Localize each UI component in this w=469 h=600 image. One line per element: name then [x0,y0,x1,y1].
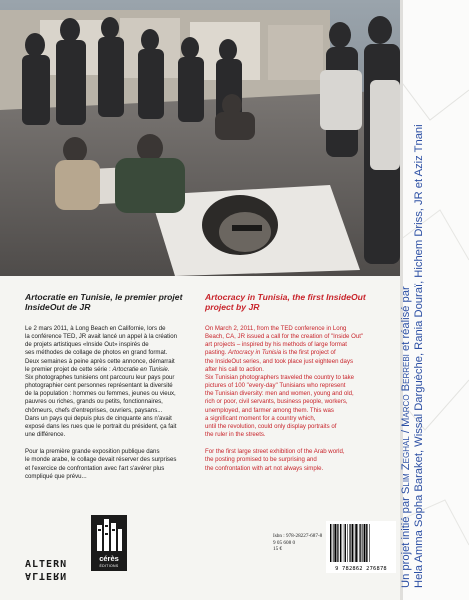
ceres-subtitle: ÉDITIONS [99,564,119,568]
barcode-digits: 9 782862 276878 [335,566,387,572]
fr-italic-title: Artocratie en Tunisie. [112,365,170,373]
fr-line: de la population : hommes ou femmes, jeunes ou vieux, [25,390,176,398]
en-line: Beach, CA, JR issued a call for the creation of "Inside Out" [205,333,364,341]
barcode-bar [359,524,360,562]
cover-photograph [0,0,400,276]
barcode-bar [350,524,351,562]
en-line: the Tunisian diversity: men and women, young and old, [205,390,354,398]
barcode-bar [338,524,339,562]
french-text-column [25,292,210,490]
fr-line: le monde arabe, le collage devait réserver des surprises [25,456,177,464]
en-line: rich or poor, civil servants, business people, workers, [205,398,348,406]
fr-line: et l'exercice de confrontation avec l'art s'avérer plus [25,464,165,472]
fr-line: Six photographes tunisiens ont parcouru leur pays pour [25,373,175,381]
credits-vertical-text [400,0,469,600]
en-line: is the first project of [281,349,336,357]
fr-line: la conférence TED, JR avait lancé un appel à la création [25,333,177,341]
en-line: pictures of 100 "every-day" Tunisians who represent [205,382,346,390]
altern-logo-reflection: ALTERN [25,570,68,581]
ceres-editions-logo [91,515,127,571]
fr-line: exposé dans les rues que le portrait du président, ça fait [25,422,177,430]
barcode-bar [369,524,370,562]
en-line: pasting. [205,349,229,357]
en-line: the posting promised to be surprising and [205,456,317,464]
ref-line: 9 05 608 0 [273,539,296,546]
fr-line: photographier cent personnes représentant la diversité [25,382,173,390]
barcode-bar [345,524,346,562]
barcode-bar [355,524,357,562]
fr-line: une différence. [25,431,66,439]
price-line: 15 € [273,546,283,553]
barcode-bar [360,524,361,562]
en-line: On March 2, 2011, from the TED conference in Long [205,325,347,332]
english-title: Artocracy in Tunisia, the first InsideOut project by JR [205,292,366,312]
barcode-bar [344,524,345,562]
en-line: unemployed, and farmer among them. This was [205,406,334,414]
en-line-with-italic [205,349,394,357]
fr-line: ses méthodes de collage de photos en grand format. [25,349,168,357]
fr-line: Pour la première grande exposition publique dans [25,448,160,456]
en-line: the confrontation with art not always simple. [205,464,324,472]
barcode-bar [337,524,338,562]
barcode-bar [334,524,336,562]
en-line: art projects – inspired by his methods of large format [205,341,347,349]
barcode-bar [367,524,368,562]
barcode-bar [366,524,367,562]
barcode-bar [352,524,353,562]
fr-line: Le 2 mars 2011, à Long Beach en Californie, lors de [25,325,166,332]
credits-line-2: Hela Amma Sopha Baraket, Wissal Darguèche, Rania Douraï, Hichem Driss, JR et Aziz Tnani [412,124,425,588]
fr-line: pauvres ou riches, grands ou petits, fonctionnaires, [25,398,163,406]
isbn-line: Isbn : 978-28227-687-8 [273,533,323,539]
credits-strip [400,0,469,600]
en-line: after his call to action. [205,365,264,373]
barcode-bar [332,524,333,562]
en-line: Six Tunisian photographers traveled the country to take [205,373,355,381]
english-text-column [205,292,394,482]
fr-line: Deux semaines à peine après cette annonce, démarrait [25,357,175,365]
isbn-info [273,533,322,553]
ceres-name: cérès [99,554,119,563]
credits-line-1: Un projet initié par Slim Zeghal / Marco Berrebi et réalisé par [400,286,412,588]
barcode-bar [354,524,355,562]
credit-slim-zeghal: Slim Zeghal [400,436,412,495]
barcode-bar [340,524,341,562]
en-italic-title: Artocracy in Tunisia [228,349,282,357]
fr-line: chômeurs, chefs d'entreprises, ouvriers, paysans... [25,406,163,414]
french-paragraph-2 [25,448,210,481]
french-paragraph-1 [25,325,210,439]
en-line: the ruler in the streets. [205,431,266,439]
altern-logo [25,559,91,581]
barcode [326,521,396,573]
fr-line: Dans un pays qui depuis plus de cinquante ans n'avait [25,414,172,422]
credit-marco-berrebi: Marco Berrebi [400,354,412,427]
english-paragraph-2 [205,448,394,472]
street-scene-image [0,0,400,276]
barcode-bar [358,524,359,562]
barcode-bar [342,524,343,562]
fr-line: le premier projet de cette série : [25,365,113,373]
barcode-bar [362,524,363,562]
english-paragraph-1 [205,325,394,439]
en-line: until the revolution, could only display portraits of [205,422,337,430]
altern-logo-text: ALTERN [25,559,68,570]
en-line: the InsideOut series, and took place just eighteen days [205,357,354,365]
ceres-towers-icon [95,519,123,551]
barcode-bar [330,524,331,562]
fr-line: compliqué que prévu... [25,472,87,480]
barcode-bars [326,521,396,565]
fr-line-with-italic [25,366,210,374]
barcode-bar [349,524,350,562]
en-line: For the first large street exhibition of the Arab world, [205,448,345,456]
barcode-bar [333,524,334,562]
barcode-bar [347,524,348,562]
barcode-bar [364,524,366,562]
en-line: a significant moment for a country which, [205,414,316,422]
french-title: Artocratie en Tunisie, le premier projet InsideOut de JR [25,292,183,312]
fr-line: de projets artistiques «Inside Out» inspirés de [25,341,149,349]
